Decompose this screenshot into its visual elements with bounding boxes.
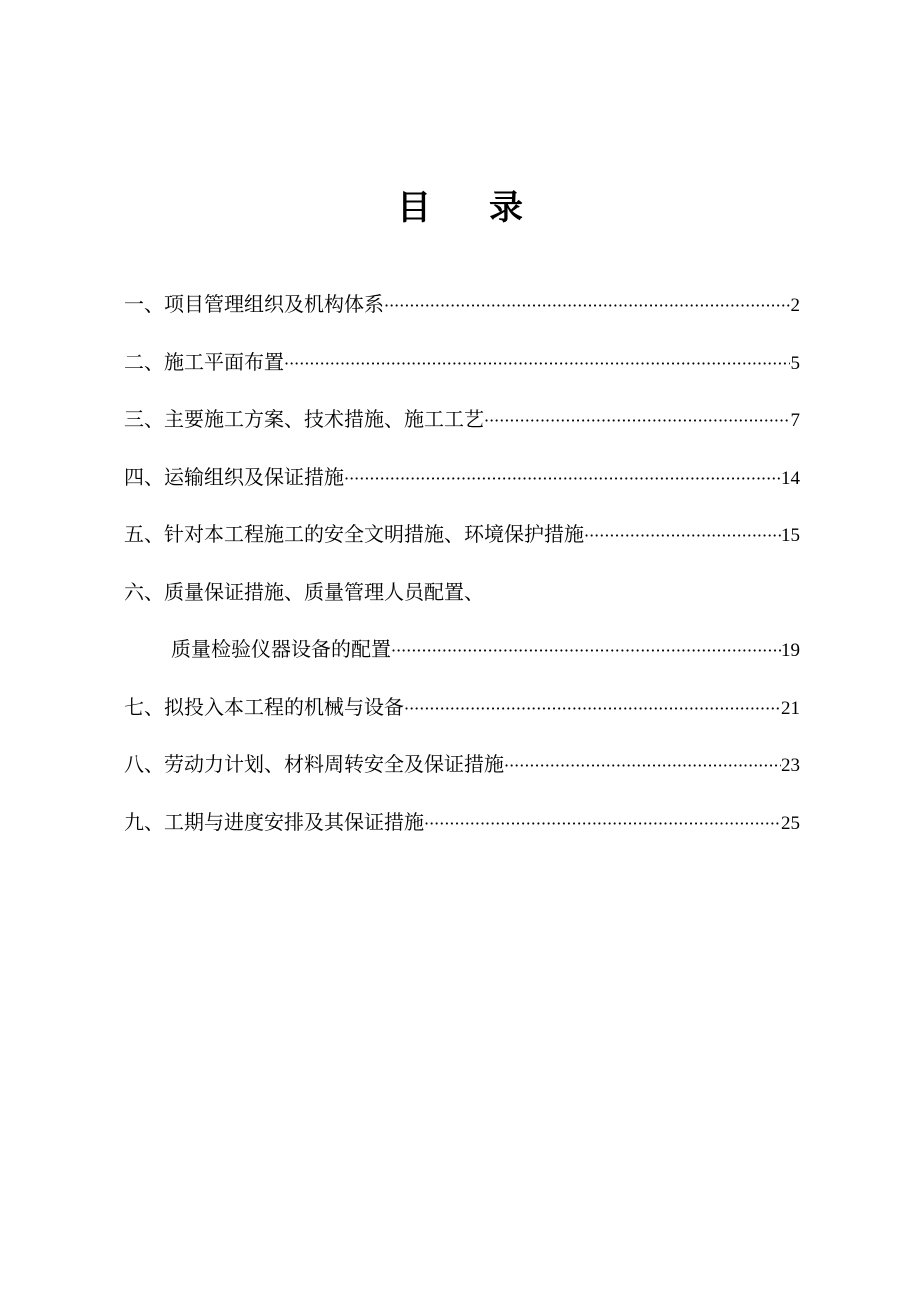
- toc-entry-6-continued[interactable]: [124, 627, 800, 685]
- toc-dot-leader: [424, 802, 781, 846]
- toc-entry-9[interactable]: [124, 800, 800, 858]
- toc-entry-label: 二、施工平面布置: [124, 349, 284, 374]
- toc-dot-leader: [504, 744, 781, 788]
- toc-entry-5[interactable]: [124, 512, 800, 570]
- toc-entry-page: 23: [781, 755, 800, 776]
- toc-dot-leader: [391, 629, 781, 673]
- toc-dot-leader: [344, 457, 781, 501]
- toc-entry-label: 一、项目管理组织及机构体系: [124, 292, 384, 316]
- table-of-contents: [124, 282, 800, 857]
- toc-entry-page: 7: [790, 410, 800, 431]
- toc-entry-6-heading[interactable]: [124, 570, 800, 628]
- toc-entry-1[interactable]: [124, 282, 800, 340]
- toc-entry-3[interactable]: [124, 397, 800, 455]
- toc-entry-label: 六、质量保证措施、质量管理人员配置、: [124, 579, 484, 604]
- toc-entry-4[interactable]: [124, 455, 800, 513]
- toc-entry-page: 5: [790, 352, 800, 374]
- toc-entry-label: 四、运输组织及保证措施: [124, 464, 344, 489]
- toc-entry-label: 九、工期与进度安排及其保证措施: [124, 809, 424, 834]
- toc-entry-page: 14: [781, 467, 800, 489]
- toc-entry-label: 七、拟投入本工程的机械与设备: [124, 694, 404, 719]
- toc-entry-label: 三、主要施工方案、技术措施、施工工艺: [124, 407, 484, 431]
- toc-entry-page: 19: [781, 640, 800, 661]
- toc-entry-label: 八、劳动力计划、材料周转安全及保证措施: [124, 752, 504, 776]
- toc-entry-8[interactable]: [124, 742, 800, 800]
- toc-dot-leader: [484, 399, 790, 443]
- toc-entry-7[interactable]: [124, 685, 800, 743]
- toc-entry-page: 2: [790, 295, 800, 316]
- toc-entry-page: 21: [781, 697, 800, 719]
- toc-dot-leader: [284, 342, 790, 386]
- toc-entry-page: 25: [781, 812, 800, 834]
- toc-entry-label: 质量检验仪器设备的配置: [171, 637, 391, 661]
- toc-dot-leader: [584, 514, 781, 558]
- toc-entry-label: 五、针对本工程施工的安全文明措施、环境保护措施: [124, 522, 584, 546]
- page-title: 目录: [397, 188, 581, 228]
- toc-dot-leader: [404, 687, 781, 731]
- toc-entry-page: 15: [781, 525, 800, 546]
- toc-entry-2[interactable]: [124, 340, 800, 398]
- toc-dot-leader: [384, 284, 790, 328]
